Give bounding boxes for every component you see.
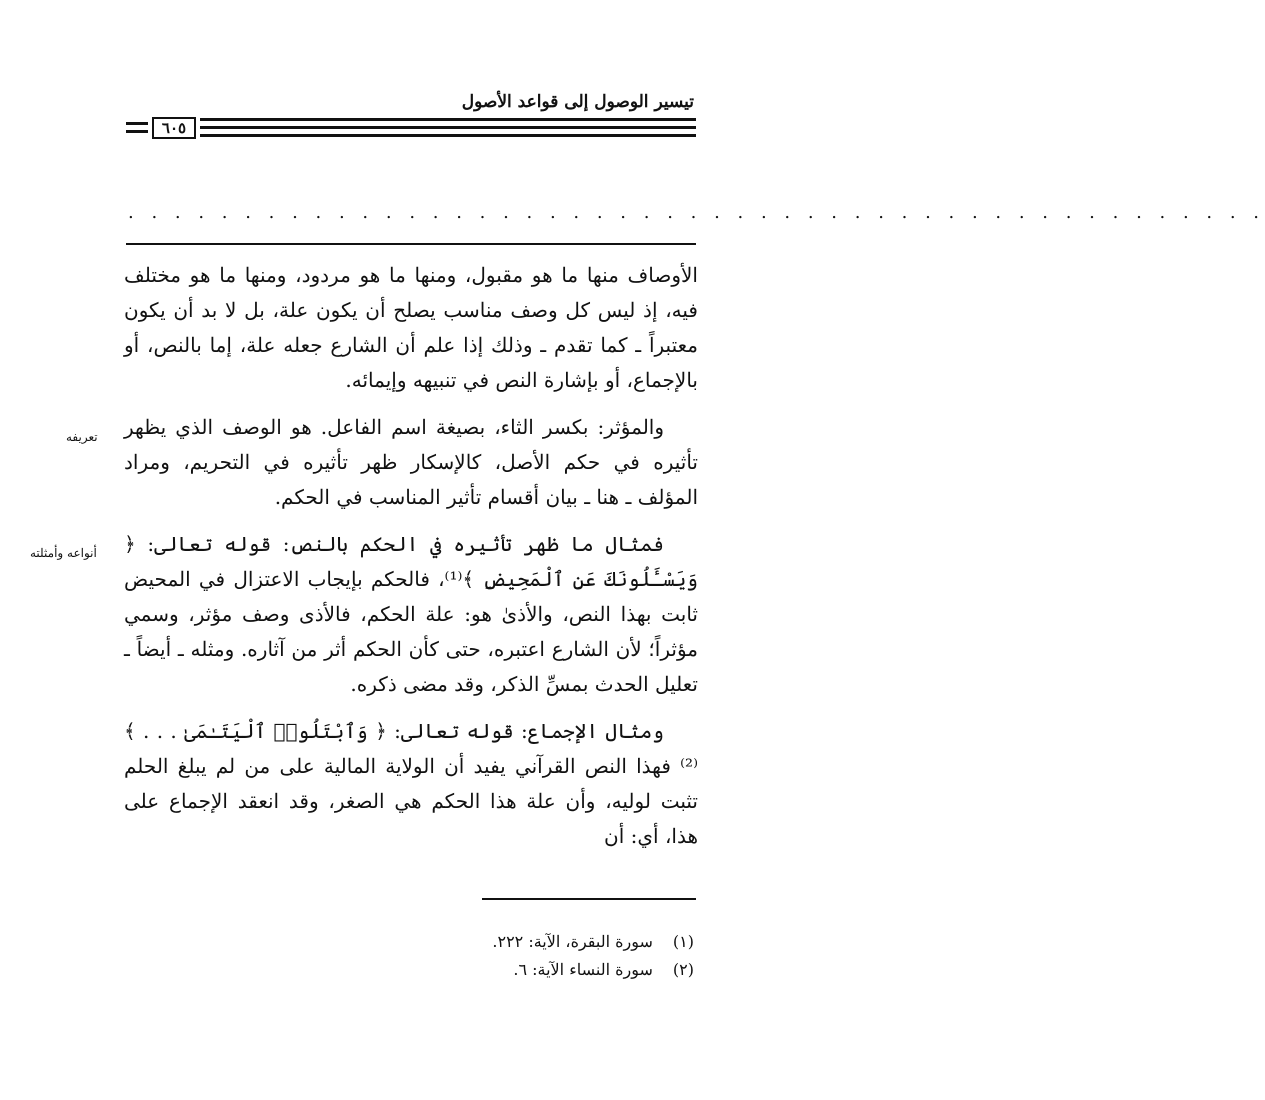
section-divider [126, 243, 696, 245]
paragraph-1: الأوصاف منها ما هو مقبول، ومنها ما هو مردود، ومنها ما هو مختلف فيه، إذ ليس كل وصف مناسب يصلح أن يكون علة، بل لا بد أن يكون معتبراً ـ كما تقدم ـ وذلك إذا علم أن الشارع جعله علة، إما بالنص، أو بالإجماع، أو بإشارة النص في تنبيهه وإيمائه. [124, 263, 698, 392]
footnote-1 [492, 928, 694, 956]
header-rule-right-top [200, 118, 696, 121]
paragraph-4: ومثال الإجماع: قوله تعالى: ﴿ وَٱبْتَلُوا۟ ٱلْيَتَـٰمَىٰ . . . ﴾⁽²⁾ فهذا النص القرآني يفيد أن الولاية المالية على من لم يبلغ الحلم تثبت لوليه، وأن علة هذا الحكم هي الصغر، وقد انعقد الإجماع على هذا، أي: أن [124, 719, 698, 848]
omission-dots: . . . . . . . . . . . . . . . . . . . . . . . . . . . . . . . . . . . . . . . . . . . . . . . . . [128, 202, 1265, 223]
header-rule-left-top [126, 122, 148, 125]
footnote-1-text: سورة البقرة، الآية: ٢٢٢. [492, 932, 653, 951]
header-rule-left-bottom [126, 130, 148, 133]
main-text [124, 258, 698, 866]
footnote-2 [492, 956, 694, 984]
header-rule-right-mid [200, 126, 696, 129]
page-number: ٦٠٥ [152, 117, 196, 139]
margin-note-definition: تعريفه [66, 430, 98, 444]
margin-note-types-examples: أنواعه وأمثلته [30, 546, 97, 560]
paragraph-3: فمثال ما ظهر تأثيره في الحكم بالنص: قوله تعالى: ﴿ وَيَسْـَٔلُونَكَ عَنِ ٱلْمَحِيضِ ﴾⁽¹⁾، فالحكم بإيجاب الاعتزال في المحيض ثابت بهذا النص، والأذىٰ هو: علة الحكم، فالأذى وصف مؤثر، وسمي مؤثراً؛ لأن الشارع اعتبره، حتى كأن الحكم أثر من آثاره. ومثله ـ أيضاً ـ تعليل الحدث بمسِّ الذكر، وقد مضى ذكره. [124, 532, 698, 696]
footnote-2-text: سورة النساء الآية: ٦. [513, 960, 653, 979]
footnotes [492, 928, 694, 984]
footnote-separator [482, 898, 696, 900]
header-rule-right-bottom [200, 134, 696, 137]
footnote-2-number: (٢) [672, 960, 694, 979]
running-header-title: تيسير الوصول إلى قواعد الأصول [461, 92, 694, 112]
paragraph-2: والمؤثر: بكسر الثاء، بصيغة اسم الفاعل. هو الوصف الذي يظهر تأثيره في حكم الأصل، كالإسكار ظهر تأثيره في التحريم، ومراد المؤلف ـ هنا ـ بيان أقسام تأثير المناسب في الحكم. [124, 415, 698, 509]
footnote-1-number: (١) [672, 932, 694, 951]
